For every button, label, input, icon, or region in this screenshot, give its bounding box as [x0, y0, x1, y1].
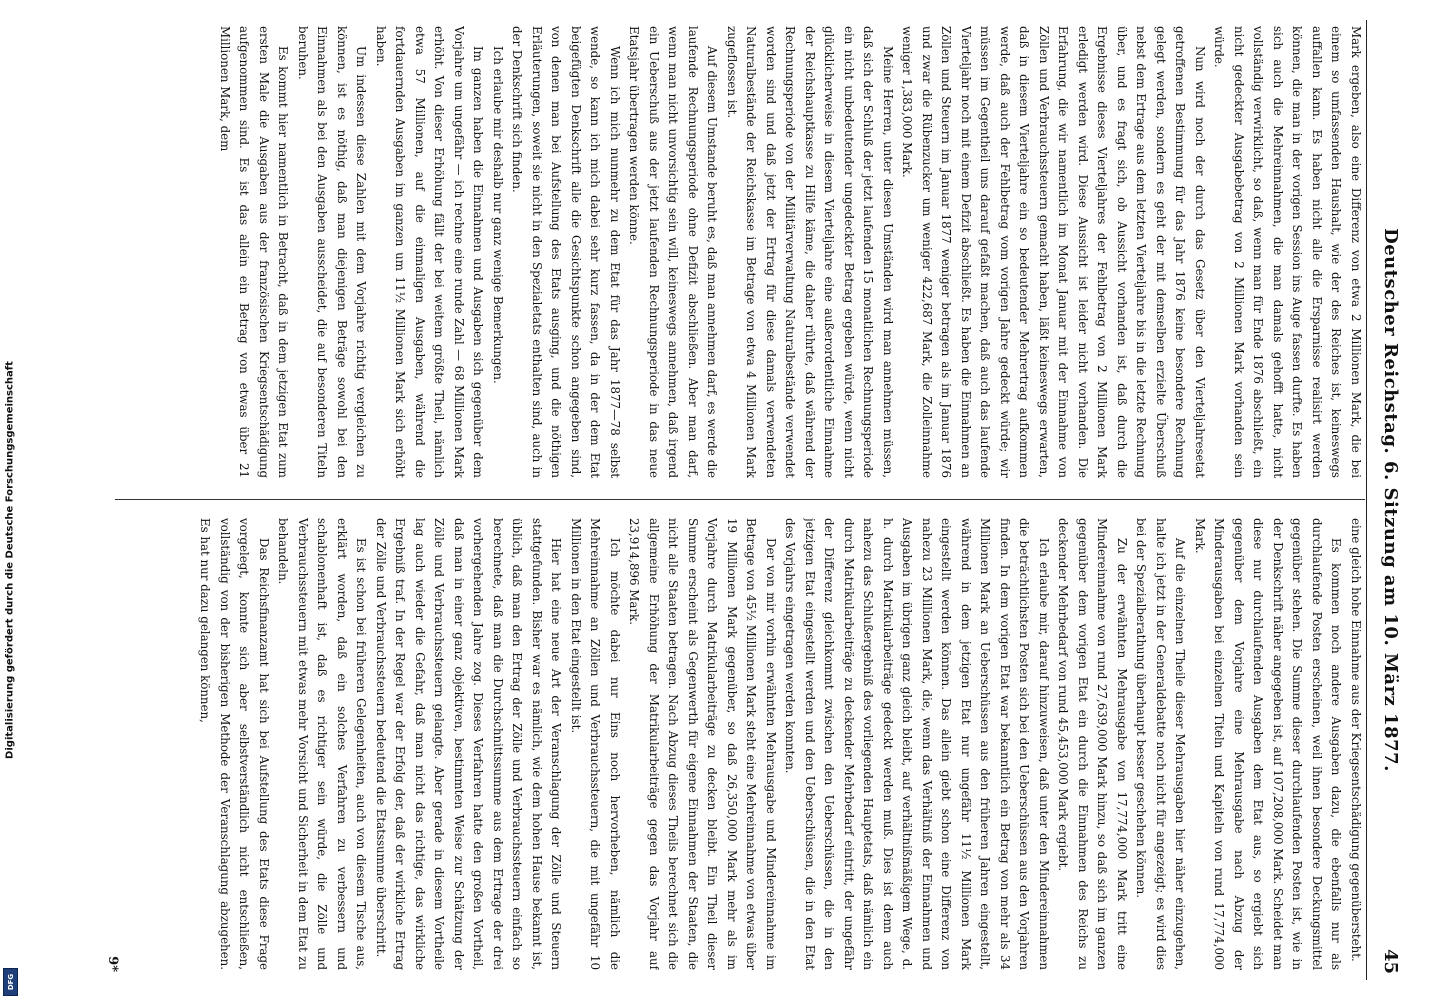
paragraph: Das Reichsfinanzamt hat sich bei Aufstellung des Etats diese Frage vorgelegt, konnte sich aber selbstverständlich nicht entschließen, vollständig von der bisherigen Methode der Veranschlagung abzugehen. Es hat nur dazu gelangen können,	[198, 518, 271, 970]
column-divider	[115, 499, 1365, 500]
paragraph: Es kommen noch andere Ausgaben dazu, die ebenfalls nur als durchlaufende Posten erscheinen, weil ihnen besondere Deckungsmittel gegenüber stehen. Die Summe dieser durchlaufenden Posten ist, wie in der Denkschrift näher angegeben ist, auf 107,208,000 Mark. Scheidet man diese nur durchlaufenden Ausgaben dem Etat aus, so ergiebt sich gegenüber dem Vorjahre eine Mehrausgabe nach Abzug der Minderausgaben bei einzelnen Titeln und Kapiteln von rund 17,774,000 Mark.	[1193, 518, 1344, 970]
paragraph: Hier hat eine neue Art der Veranschlagung der Zölle und Steuern stattgefunden. Bisher war es nämlich, wie dem hohen Hause bekannt ist, üblich, daß man den Ertrag der Zölle und Verbrauchssteuern einfach so berechnete, daß man die Durchschnittssumme aus dem Ertrage der drei vorhergehenden Jahre zog. Dieses Verfahren hatte den großen Vortheil, daß man in einer ganz objektiven, bestimmten Weise zur Schätzung der Zölle und Verbrauchssteuern gelangte. Aber gerade in diesem Vortheile lag auch wieder die Gefahr, daß man nicht das richtige, das wirkliche Ergebniß traf. In der Regel war der Erfolg der, daß der wirkliche Ertrag der Zölle und Verbrauchssteuern bedeutend die Etatssumme überschritt.	[374, 518, 564, 970]
paragraph: Meine Herren, unter diesen Umständen wird man annehmen müssen, daß sich der Schluß der jetzt laufenden 15 monatlichen Rechnungsperiode ein nicht unbedeutender ungedeckter Betrag ergeben würde, wenn nicht glücklicherweise in diesem Vierteljahre eine außerordentliche Einnahme der Reichshauptkasse zu Hilfe käme, die daher rührte, daß während der Rechnungsperiode von der Militärverwaltung Naturalbestände verwendet worden sind und daß jetzt der Ertrag für diese damals verwendeten Naturalbestände der Reichskasse im Betrage von etwa 4 Millionen Mark zugeflossen ist.	[725, 26, 895, 478]
paragraph: Wenn ich mich nunmehr zu dem Etat für das Jahr 1877—78 selbst wende, so kann ich mich dabei sehr kurz fassen, da in der dem Etat beigefügten Denkschrift alle die Gesichtspunkte schon angegeben sind, von denen man bei Aufstellung des Etats ausging, und die nöthigen Erläuterungen, soweit sie nicht in den Spezialetats enthalten sind, auch in der Denkschrift sich finden.	[510, 26, 622, 478]
text-column-left	[115, 26, 1365, 478]
paragraph: Es kommt hier namentlich in Betracht, daß in dem jetzigen Etat zum ersten Male die Ausgaben aus der französischen Kriegsentschädigung aufgenommen sind. Es ist das allein ein Betrag von etwas über 21 Millionen Mark, dem	[218, 26, 291, 478]
dfg-logo-text: DFG	[6, 973, 15, 991]
paragraph: Um indessen diese Zahlen mit dem Vorjahre richtig vergleichen zu können, ist es nöthig, daß man diejenigen Beträge sowohl bei den Einnahmen als bei den Ausgaben ausscheidet, die auf besonderen Titeln beruhen.	[296, 26, 369, 478]
paragraph: Auf die einzelnen Theile dieser Mehrausgaben hier näher einzugehen, halte ich jetzt in der Generaldebatte noch nicht für angezeigt; es wird dies bei der Spezialberathung überhaupt besser geschehen können.	[1134, 518, 1188, 970]
signature-mark: 9*	[105, 956, 120, 972]
paragraph: Im ganzen haben die Einnahmen und Ausgaben sich gegenüber dem Vorjahre um ungefähr — ich rechne eine runde Zahl — 68 Millionen Mark erhöht. Von dieser Erhöhung fällt der bei weitem größte Theil, nämlich etwa 57 Millionen, auf die einmaligen Ausgaben, während die fortdauernden Ausgaben im ganzen um 11½ Millionen Mark sich erhöht haben.	[374, 26, 486, 478]
paragraph: Ich möchte dabei nur Eins noch hervorheben, nämlich die Mehreinnahme an Zöllen und Verbrauchssteuern, die mit ungefähr 10 Millionen in den Etat eingestellt ist.	[569, 518, 622, 970]
page-header	[1371, 20, 1405, 980]
digitization-credit: Digitalisierung gefördert durch die Deutsche Forschungsgemeinschaft	[4, 361, 16, 759]
paragraph: Ich erlaube mir, darauf hinzuweisen, daß unter den Mindereinnahmen die beträchtlichsten Posten sich bei den Ueberschüssen aus den Vorjahren finden. In dem vorigen Etat war bekanntlich ein Betrag von mehr als 34 Millionen Mark an Ueberschüssen aus den früheren Jahren eingestellt, während in dem jetzigen Etat nur ungefähr 11½ Millionen Mark eingestellt werden können. Das allein giebt schon eine Differenz von nahezu 23 Millionen Mark, die, wenn das Verhältniß der Einnahmen und Ausgaben im übrigen ganz gleich bleibt, auf verhältnißmäßigem Wege, d. h. durch Matrikularbeiträge gedeckt werden muß. Dies ist denn auch nahezu das Schlußergebniß des vorliegenden Hauptetats, daß nämlich ein durch Matrikularbeiträge zu deckender Mehrbedarf eintritt, der ungefähr der Differenz gleichkommt zwischen den Ueberschüssen, die in den jetzigen Etat eingestellt werden und den Ueberschüssen, die in den Etat des Vorjahrs eingetragen werden konnten.	[783, 518, 1051, 970]
scanned-page	[105, 20, 1411, 980]
margin-strip	[0, 0, 20, 1000]
paragraph: Auf diesem Umstande beruht es, daß man annehmen darf, es werde die laufende Rechnungsperiode ohne Defizit abschließen. Aber man darf, wenn man nicht unvorsichtig sein will, keineswegs annehmen, daß irgend ein Ueberschuß aus der jetzt laufenden Rechnungsperiode in das neue Etatsjahr übertragen werden könne.	[627, 26, 720, 478]
page-number: 45	[1380, 948, 1401, 974]
dfg-logo-icon	[3, 968, 18, 996]
paragraph: Ich erlaube mir deshalb nur ganz wenige Bemerkungen.	[491, 46, 505, 384]
running-title: Deutscher Reichstag. 6. Sitzung am 10. März 1877.	[1380, 228, 1401, 772]
paragraph: Der von mir vorhin erwähnten Mehrausgabe und Mindereinnahme im Betrage von 45½ Millionen Mark steht eine Mehreinnahme von etwas über 19 Millionen Mark gegenüber, so daß 26,350,000 Mark mehr als im Vorjahre durch Matrikularbeiträge zu decken bleibt. Ein Theil dieser Summe erscheint als Gegenwerth für eigene Einnahmen der Staaten, die nicht alle Staaten betragen. Nach Abzug dieses Theils berechnet sich die allgemeine Erhöhung der Matrikularbeiträge gegen das Vorjahr auf 23,914,896 Mark.	[627, 518, 778, 970]
paragraph: Nun wird noch der durch das Gesetz über den Vierteljahresetat getroffenen Bestimmung für das Jahr 1876 keine besondere Rechnung gelegt werden, sondern es geht der mit demselben erzielte Überschuß nebst dem Ertrage aus dem letzten Vierteljahre bis in die letzte Rechnung über, und es fragt sich, ob Aussicht vorhanden ist, daß durch die Ergebnisse dieses Vierteljahres der Fehlbetrag von 2 Millionen Mark erledigt werden wird. Diese Aussicht ist leider nicht vorhanden. Die Erfahrung, die wir namentlich im Monat Januar mit der Einnahme von Zöllen und Verbrauchssteuern gemacht haben, läßt keineswegs erwarten, daß in diesem Vierteljahre ein so bedeutender Mehrertrag aufkommen werde, daß auch der Fehlbetrag vom vorigen Jahre gedeckt würde; wir müssen im Gegentheil uns darauf gefaßt machen, daß auch das laufende Vierteljahr noch mit einem Defizit abschließt. Es haben die Einnahmen an Zöllen und Steuern im Januar 1877 weniger betragen als im Januar 1876 und zwar die Rübenzucker um weniger 422,687 Mark, die Zolleinnahme weniger 1,383,000 Mark.	[900, 26, 1207, 478]
paragraph: eine gleich hohe Einnahme aus der Kriegsentschädigung gegenübersteht.	[1349, 518, 1363, 962]
header-rule	[1366, 20, 1367, 980]
paragraph: Mark ergeben, also eine Differenz von etwa 2 Millionen Mark, die bei einem so umfassenden Haushalt, wie der des Reiches ist, keineswegs auffallen kann. Es haben nicht alle die Ersparnisse realisirt werden können, die man in der vorigen Session ins Auge fassen durfte. Es haben sich auch die Mehreinnahmen, die man damals gehofft hatte, nicht vollständig verwirklicht, so daß, wenn man für Ende 1876 abschließt, ein nicht gedeckter Ausgabebetrag von 2 Millionen Mark vorhanden sein würde.	[1212, 26, 1363, 478]
paragraph: Zu der erwähnten Mehrausgabe von 17,774,000 Mark tritt eine Mindereinnahme von rund 27,639,000 Mark hinzu, so daß sich im ganzen gegenüber dem vorigen Etat ein durch die Einnahmen des Reichs zu deckender Mehrbedarf von rund 45,453,000 Mark ergiebt.	[1056, 518, 1129, 970]
text-column-right	[115, 518, 1365, 970]
paragraph: Es ist schon bei früheren Gelegenheiten, auch von diesem Tische aus, erklärt worden, daß ein solches Verfahren zu verbessern und schablonenhaft ist, daß es richtiger sein würde, die Zölle und Verbrauchssteuern mit etwas mehr Vorsicht und Sicherheit in dem Etat zu behandeln.	[276, 518, 369, 970]
